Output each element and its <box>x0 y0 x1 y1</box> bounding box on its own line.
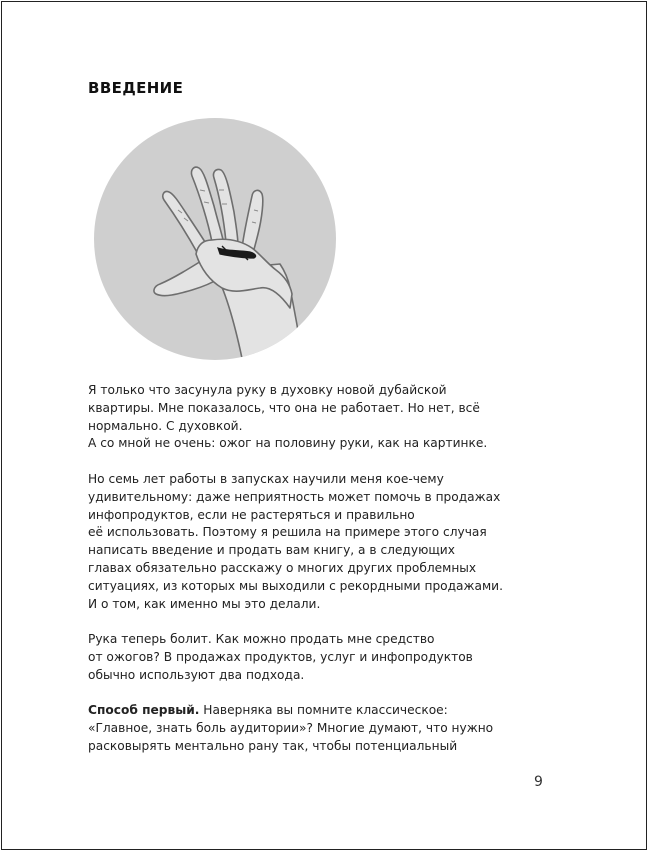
paragraph <box>88 702 528 755</box>
text-line: обычно используют два подхода. <box>88 667 305 682</box>
text-line: Рука теперь болит. Как можно продать мне средство <box>88 632 435 647</box>
text-line: её использовать. Поэтому я решила на примере этого случая <box>88 525 487 540</box>
page-number: 9 <box>534 774 543 790</box>
text-line: «Главное, знать боль аудитории»? Многие думают, что нужно <box>88 721 494 736</box>
paragraph <box>88 631 528 684</box>
document-page <box>1 1 647 850</box>
text-line: квартиры. Мне показалось, что она не работает. Но нет, всё <box>88 400 480 415</box>
lead-rest: Наверняка вы помните классическое: <box>199 703 448 718</box>
text-line: главах обязательно расскажу о многих других проблемных <box>88 560 477 575</box>
text-line: от ожогов? В продажах продуктов, услуг и инфопродуктов <box>88 649 473 664</box>
text-line: расковырять ментально рану так, чтобы потенциальный <box>88 738 458 753</box>
paragraph <box>88 382 528 453</box>
text-line: инфопродуктов, если не растеряться и правильно <box>88 507 415 522</box>
text-line: ситуациях, из которых мы выходили с рекордными продажами. <box>88 578 503 593</box>
text-line: Я только что засунула руку в духовку новой дубайской <box>88 383 447 397</box>
text-line: Но семь лет работы в запусках научили меня кое-чему <box>88 471 444 486</box>
burned-hand-icon <box>94 118 336 360</box>
text-line <box>88 702 528 720</box>
text-line: написать введение и продать вам книгу, а в следующих <box>88 543 455 558</box>
text-line: И о том, как именно мы это делали. <box>88 596 321 611</box>
text-line: нормально. С духовкой. <box>88 418 243 433</box>
bold-lead: Способ первый. <box>88 703 200 718</box>
body-text <box>88 382 528 774</box>
text-line: А со мной не очень: ожог на половину руки, как на картинке. <box>88 436 488 451</box>
paragraph <box>88 471 528 613</box>
text-line: удивительному: даже неприятность может помочь в продажах <box>88 489 501 504</box>
page-title: ВВЕДЕНИЕ <box>88 79 184 97</box>
